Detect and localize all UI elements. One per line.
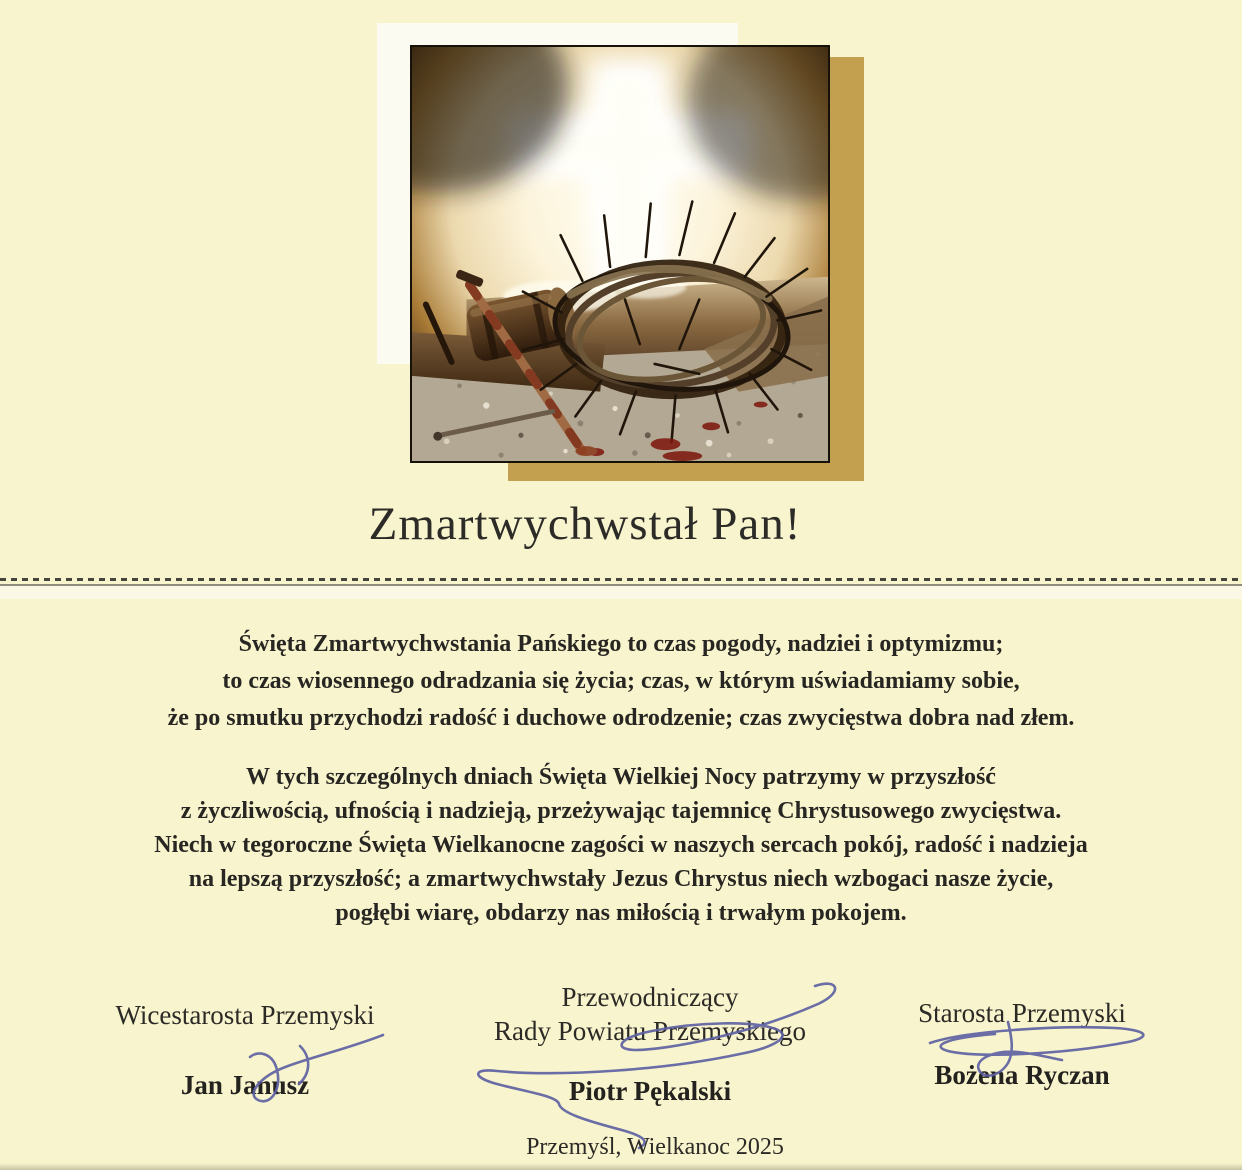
scan-bottom-shadow [0,1163,1242,1170]
card-title: Zmartwychwstał Pan! [368,498,802,550]
signatory-role: Wicestarosta Przemyski [115,1000,375,1030]
signatory-role: Przewodniczący [561,982,739,1012]
signatory-vice-starost [85,998,405,1101]
crown-of-thorns-photo [410,45,830,463]
paragraph-line: że po smutku przychodzi radość i duchowe odrodzenie; czas zwycięstwa dobra nad złem. [167,705,1075,731]
paragraph-line: W tych szczególnych dniach Święta Wielkiej Nocy patrzymy w przyszłość [246,764,996,790]
fold-dashed-line [0,578,1242,581]
signatory-starost [862,996,1182,1091]
signatory-role: Rady Powiatu Przemyskiego [494,1016,806,1046]
paragraph-line: Niech w tegoroczne Święta Wielkanocne zagości w naszych sercach pokój, radość i nadzieja [154,832,1088,858]
fold-light-band [0,586,1242,599]
greeting-paragraph-1 [0,626,1242,737]
crown-of-thorns-illustration [412,47,828,461]
paragraph-line: to czas wiosennego odradzania się życia; czas, w którym uświadamiamy sobie, [222,668,1020,694]
paragraph-line: pogłębi wiarę, obdarzy nas miłością i trwałym pokojem. [335,900,907,926]
paragraph-line: na lepszą przyszłość; a zmartwychwstały Jezus Chrystus niech wzbogaci nasze życie, [188,866,1054,892]
footer-dateline: Przemyśl, Wielkanoc 2025 [526,1134,784,1160]
greeting-paragraph-2 [0,760,1242,930]
paragraph-line: z życzliwością, ufnością i nadzieją, przeżywając tajemnicę Chrystusowego zwycięstwa. [180,798,1062,824]
paragraph-line: Święta Zmartwychwstania Pańskiego to czas pogody, nadziei i optymizmu; [238,631,1004,657]
signatory-council-chairman [450,980,850,1107]
signatory-name: Jan Janusz [180,1070,310,1100]
signatory-name: Bożena Ryczan [934,1060,1110,1090]
signatory-name: Piotr Pękalski [568,1076,732,1106]
signatory-role: Starosta Przemyski [918,998,1126,1028]
